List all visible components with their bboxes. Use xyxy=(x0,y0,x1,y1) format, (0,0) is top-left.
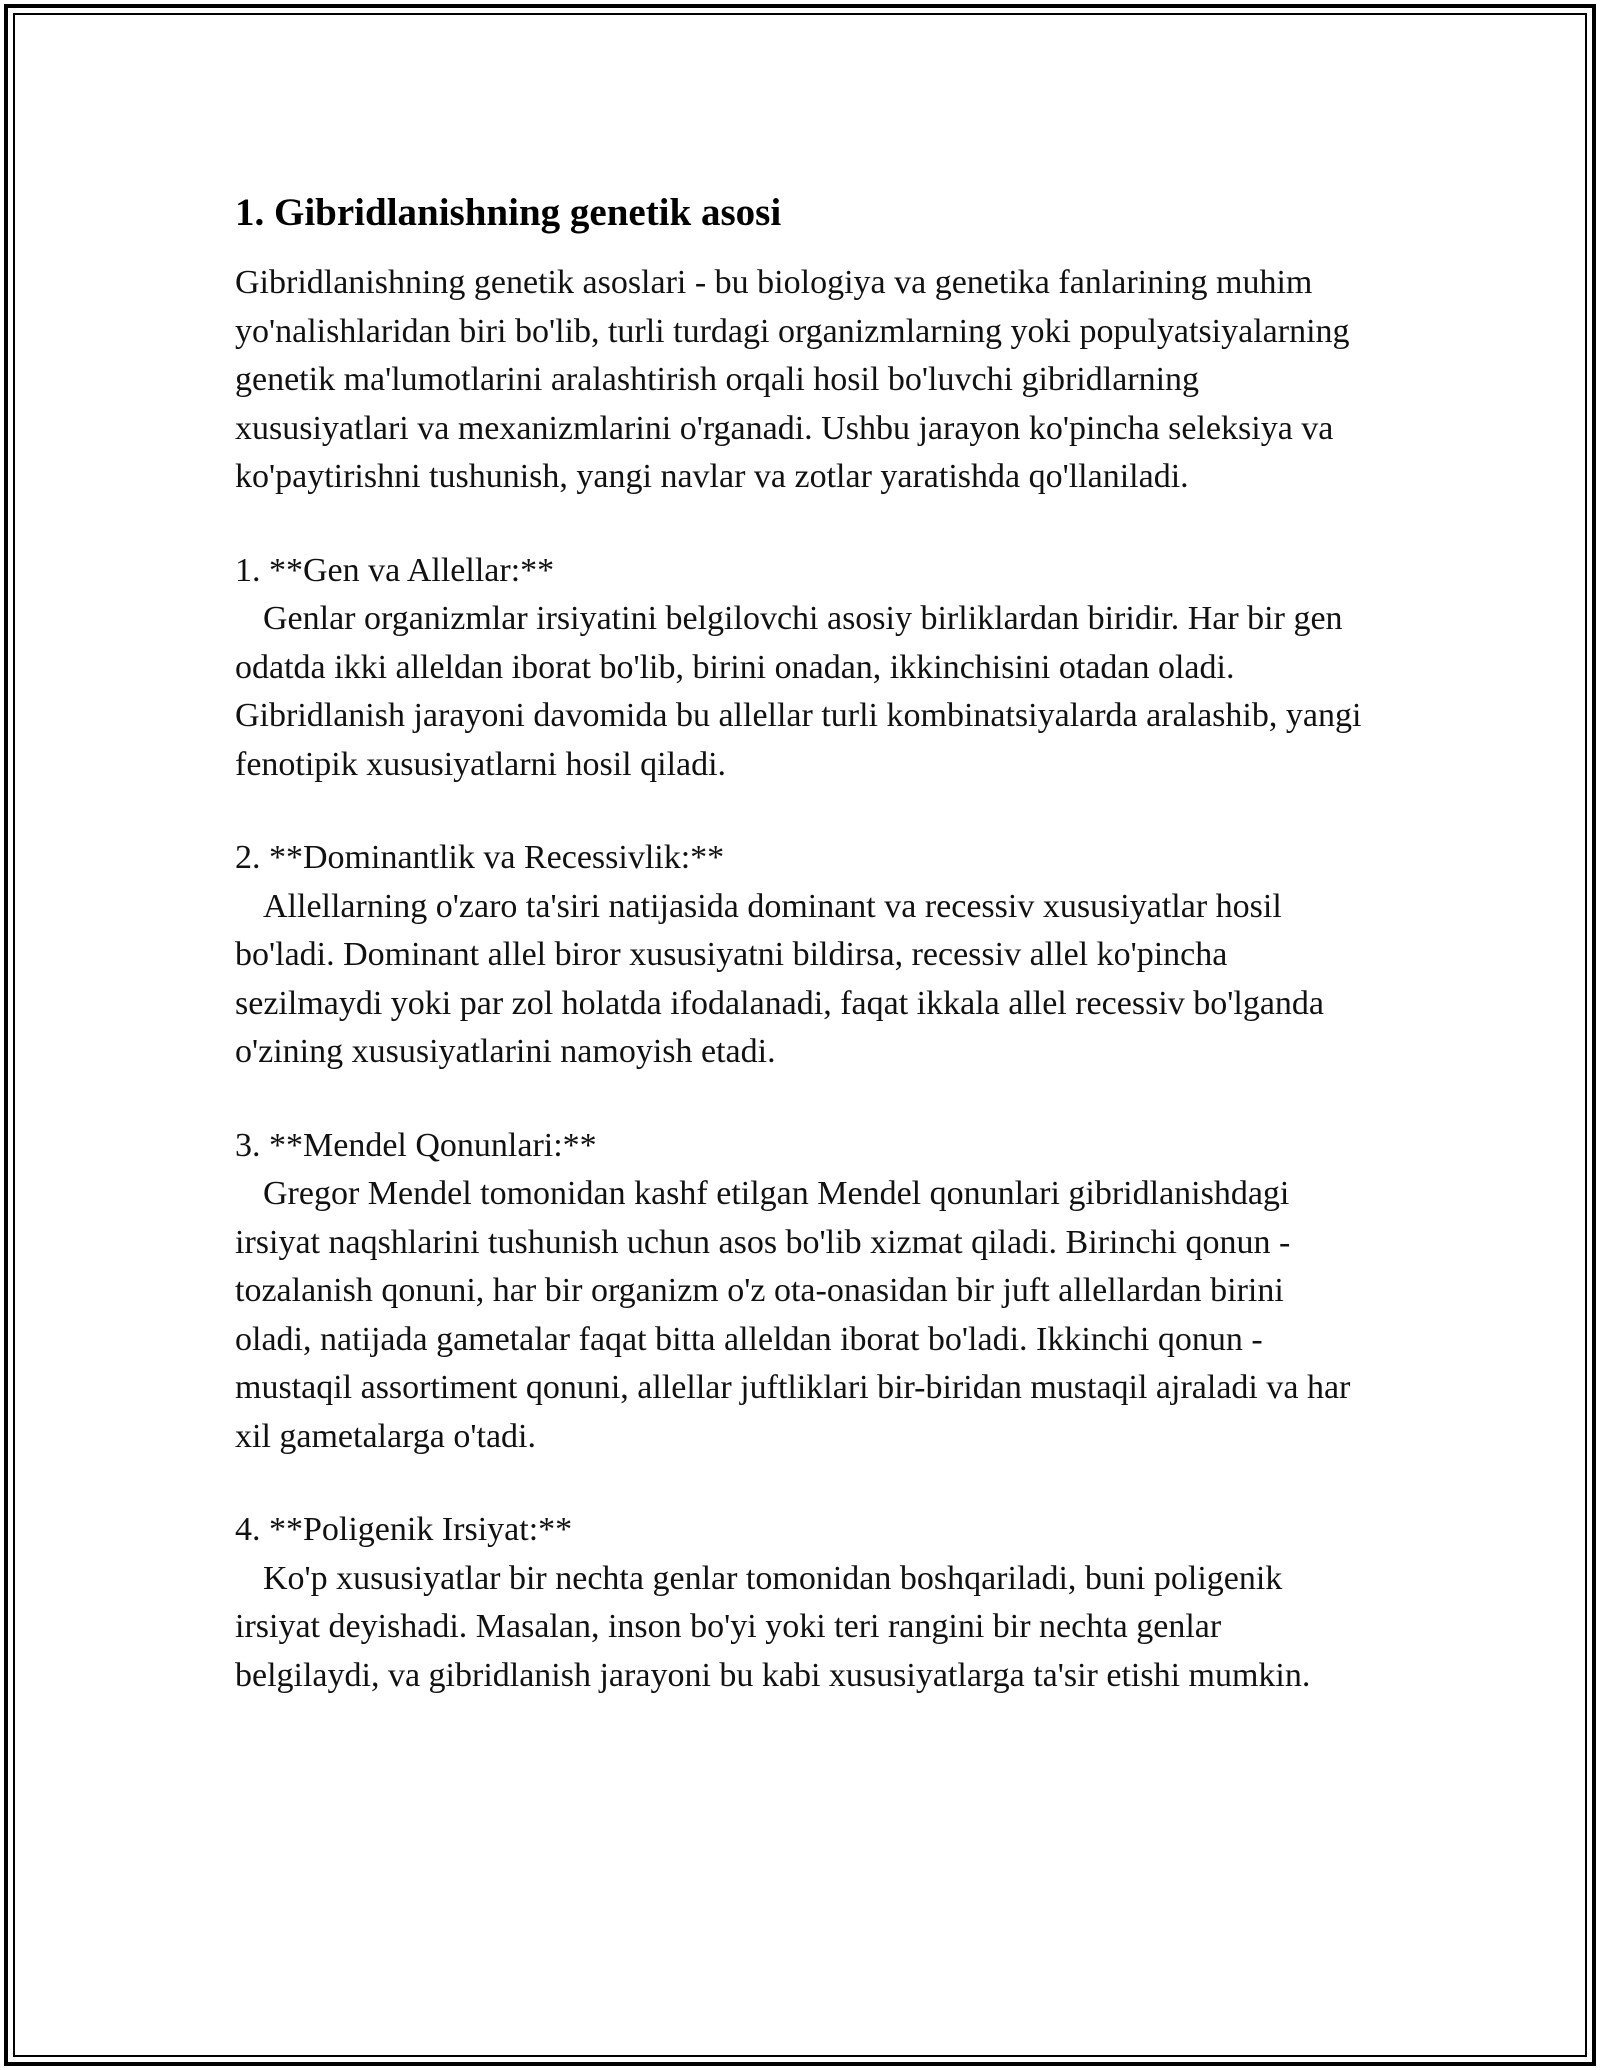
section-body: Gregor Mendel tomonidan kashf etilgan Mendel qonunlari gibridlanishdagi irsiyat naqshlarini tushunish uchun asos bo'lib xizmat qiladi. Birinchi qonun - tozalanish qonuni, har bir organizm o'z ota-onasidan bir juft allellardan birini oladi, natijada gametalar faqat bitta alleldan iborat bo'ladi. Ikkinchi qonun - mustaqil assortiment qonuni, allellar juftliklari bir-biridan mustaqil ajraladi va har xil gametalarga o'tadi. xyxy=(235,1175,1351,1455)
section-title: 3. **Mendel Qonunlari:** xyxy=(235,1126,597,1164)
document-heading: 1. Gibridlanishning genetik asosi xyxy=(235,191,782,234)
section-dominantlik-recessivlik xyxy=(235,834,1365,1077)
document-body xyxy=(235,185,1365,1700)
section-body: Allellarning o'zaro ta'siri natijasida dominant va recessiv xususiyatlar hosil bo'ladi. Dominant allel biror xususiyatni bildirsa, recessiv allel ko'pincha sezilmaydi yoki par zol holatda ifodalanadi, faqat ikkala allel recessiv bo'lganda o'zining xususiyatlarini namoyish etadi. xyxy=(235,887,1324,1070)
section-title: 4. **Poligenik Irsiyat:** xyxy=(235,1511,573,1548)
section-mendel-qonunlari xyxy=(235,1122,1365,1462)
section-gen-allellar xyxy=(235,547,1365,790)
section-title: 1. **Gen va Allellar:** xyxy=(235,551,555,589)
section-poligenik-irsiyat xyxy=(235,1506,1365,1700)
section-body: Ko'p xususiyatlar bir nechta genlar tomonidan boshqariladi, buni poligenik irsiyat deyishadi. Masalan, inson bo'yi yoki teri rangini bir nechta genlar belgilaydi, va gibridlanish jarayoni bu kabi xususiyatlarga ta'sir etishi mumkin. xyxy=(235,1559,1311,1694)
section-body: Genlar organizmlar irsiyatini belgilovchi asosiy birliklardan biridir. Har bir gen odatda ikki alleldan iborat bo'lib, birini onadan, ikkinchisini otadan oladi. Gibridlanish jarayoni davomida bu allellar turli kombinatsiyalarda aralashib, yangi fenotipik xususiyatlarni hosil qiladi. xyxy=(235,600,1362,783)
section-title: 2. **Dominantlik va Recessivlik:** xyxy=(235,839,725,876)
intro-paragraph: Gibridlanishning genetik asoslari - bu biologiya va genetika fanlarining muhim yo'nalishlaridan biri bo'lib, turli turdagi organizmlarning yoki populyatsiyalarning genetik ma'lumotlarini aralashtirish orqali hosil bo'luvchi gibridlarning xususiyatlari va mexanizmlarini o'rganadi. Ushbu jarayon ko'pincha seleksiya va ko'paytirishni tushunish, yangi navlar va zotlar yaratishda qo'llaniladi. xyxy=(235,264,1350,495)
